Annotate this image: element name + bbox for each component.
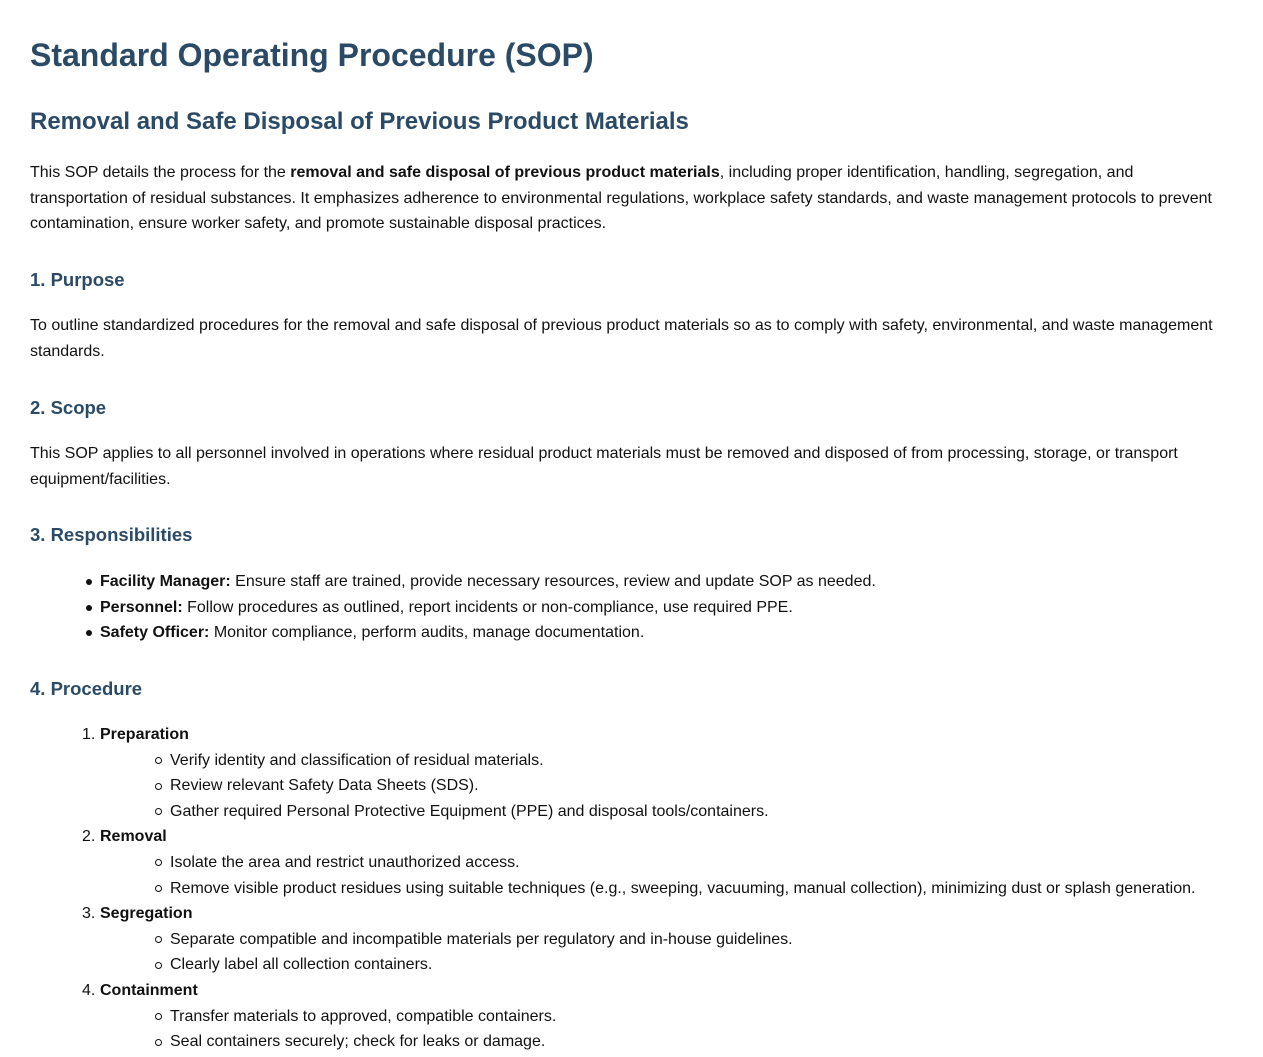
role-description: Ensure staff are trained, provide necessary resources, review and update SOP as needed.: [230, 573, 876, 590]
procedure-step: [82, 978, 1195, 1055]
step-title: Segregation: [100, 905, 193, 923]
responsibilities-heading: 3. Responsibilities: [30, 524, 193, 545]
list-item: Remove visible product residues using suitable techniques (e.g., sweeping, vacuuming, manual collection), minimizing dust or splash generation.: [170, 876, 1195, 902]
procedure-step: [82, 824, 1196, 901]
scope-heading: 2. Scope: [30, 397, 107, 418]
intro-text-start: This SOP details the process for the: [30, 164, 291, 181]
procedure-steps: [82, 722, 1196, 1055]
step-substeps: [100, 850, 1195, 901]
list-item: Verify identity and classification of residual materials.: [170, 748, 1195, 774]
document-subtitle: Removal and Safe Disposal of Previous Product Materials: [30, 108, 689, 135]
intro-bold-text: removal and safe disposal of previous product materials: [290, 164, 720, 181]
procedure-step: [82, 722, 1195, 824]
step-substeps: [100, 1004, 1195, 1055]
responsibilities-list: [100, 569, 876, 646]
role-description: Follow procedures as outlined, report incidents or non-compliance, use required PPE.: [182, 598, 793, 616]
step-number: 4.: [82, 981, 96, 999]
scope-text: This SOP applies to all personnel involved in operations where residual product materials must be removed and disposed of from processing, storage, or transport equipment/facilities.: [30, 445, 1178, 488]
intro-paragraph: [30, 160, 1225, 237]
intro-text-end: , including proper identification, handling, segregation, and transportation of residual substances. It emphasizes adherence to environmental regulations, workplace safety standards, and waste management protocols to prevent contamination, ensure worker safety, and promote sustainable disposal practices.: [30, 164, 1212, 233]
step-title: Preparation: [100, 726, 189, 743]
list-item: [100, 620, 876, 646]
role-label: Personnel:: [100, 598, 183, 616]
procedure-step: [82, 901, 1195, 978]
document-title: Standard Operating Procedure (SOP): [30, 37, 594, 73]
list-item: Review relevant Safety Data Sheets (SDS).: [170, 773, 1195, 799]
step-number: 2.: [82, 828, 96, 846]
purpose-text: To outline standardized procedures for the removal and safe disposal of previous product materials so as to comply with safety, environmental, and waste management standards.: [30, 317, 1213, 360]
step-substeps: [100, 748, 1195, 825]
list-item: Seal containers securely; check for leaks or damage.: [170, 1029, 1195, 1055]
list-item: Isolate the area and restrict unauthorized access.: [170, 850, 1195, 876]
list-item: [100, 569, 876, 595]
list-item: Clearly label all collection containers.: [170, 952, 1195, 978]
purpose-heading: 1. Purpose: [30, 269, 125, 290]
role-label: Safety Officer:: [100, 624, 210, 642]
step-substeps: [100, 927, 1195, 978]
list-item: Transfer materials to approved, compatible containers.: [170, 1004, 1195, 1030]
procedure-heading: 4. Procedure: [30, 678, 143, 699]
list-item: Separate compatible and incompatible materials per regulatory and in-house guidelines.: [170, 927, 1195, 953]
list-item: [100, 595, 876, 621]
role-label: Facility Manager:: [100, 573, 231, 590]
list-item: Gather required Personal Protective Equipment (PPE) and disposal tools/containers.: [170, 799, 1195, 825]
step-number: 1.: [82, 726, 96, 743]
step-title: Containment: [100, 981, 198, 999]
step-title: Removal: [100, 828, 167, 846]
role-description: Monitor compliance, perform audits, manage documentation.: [209, 624, 645, 642]
step-number: 3.: [82, 905, 96, 923]
